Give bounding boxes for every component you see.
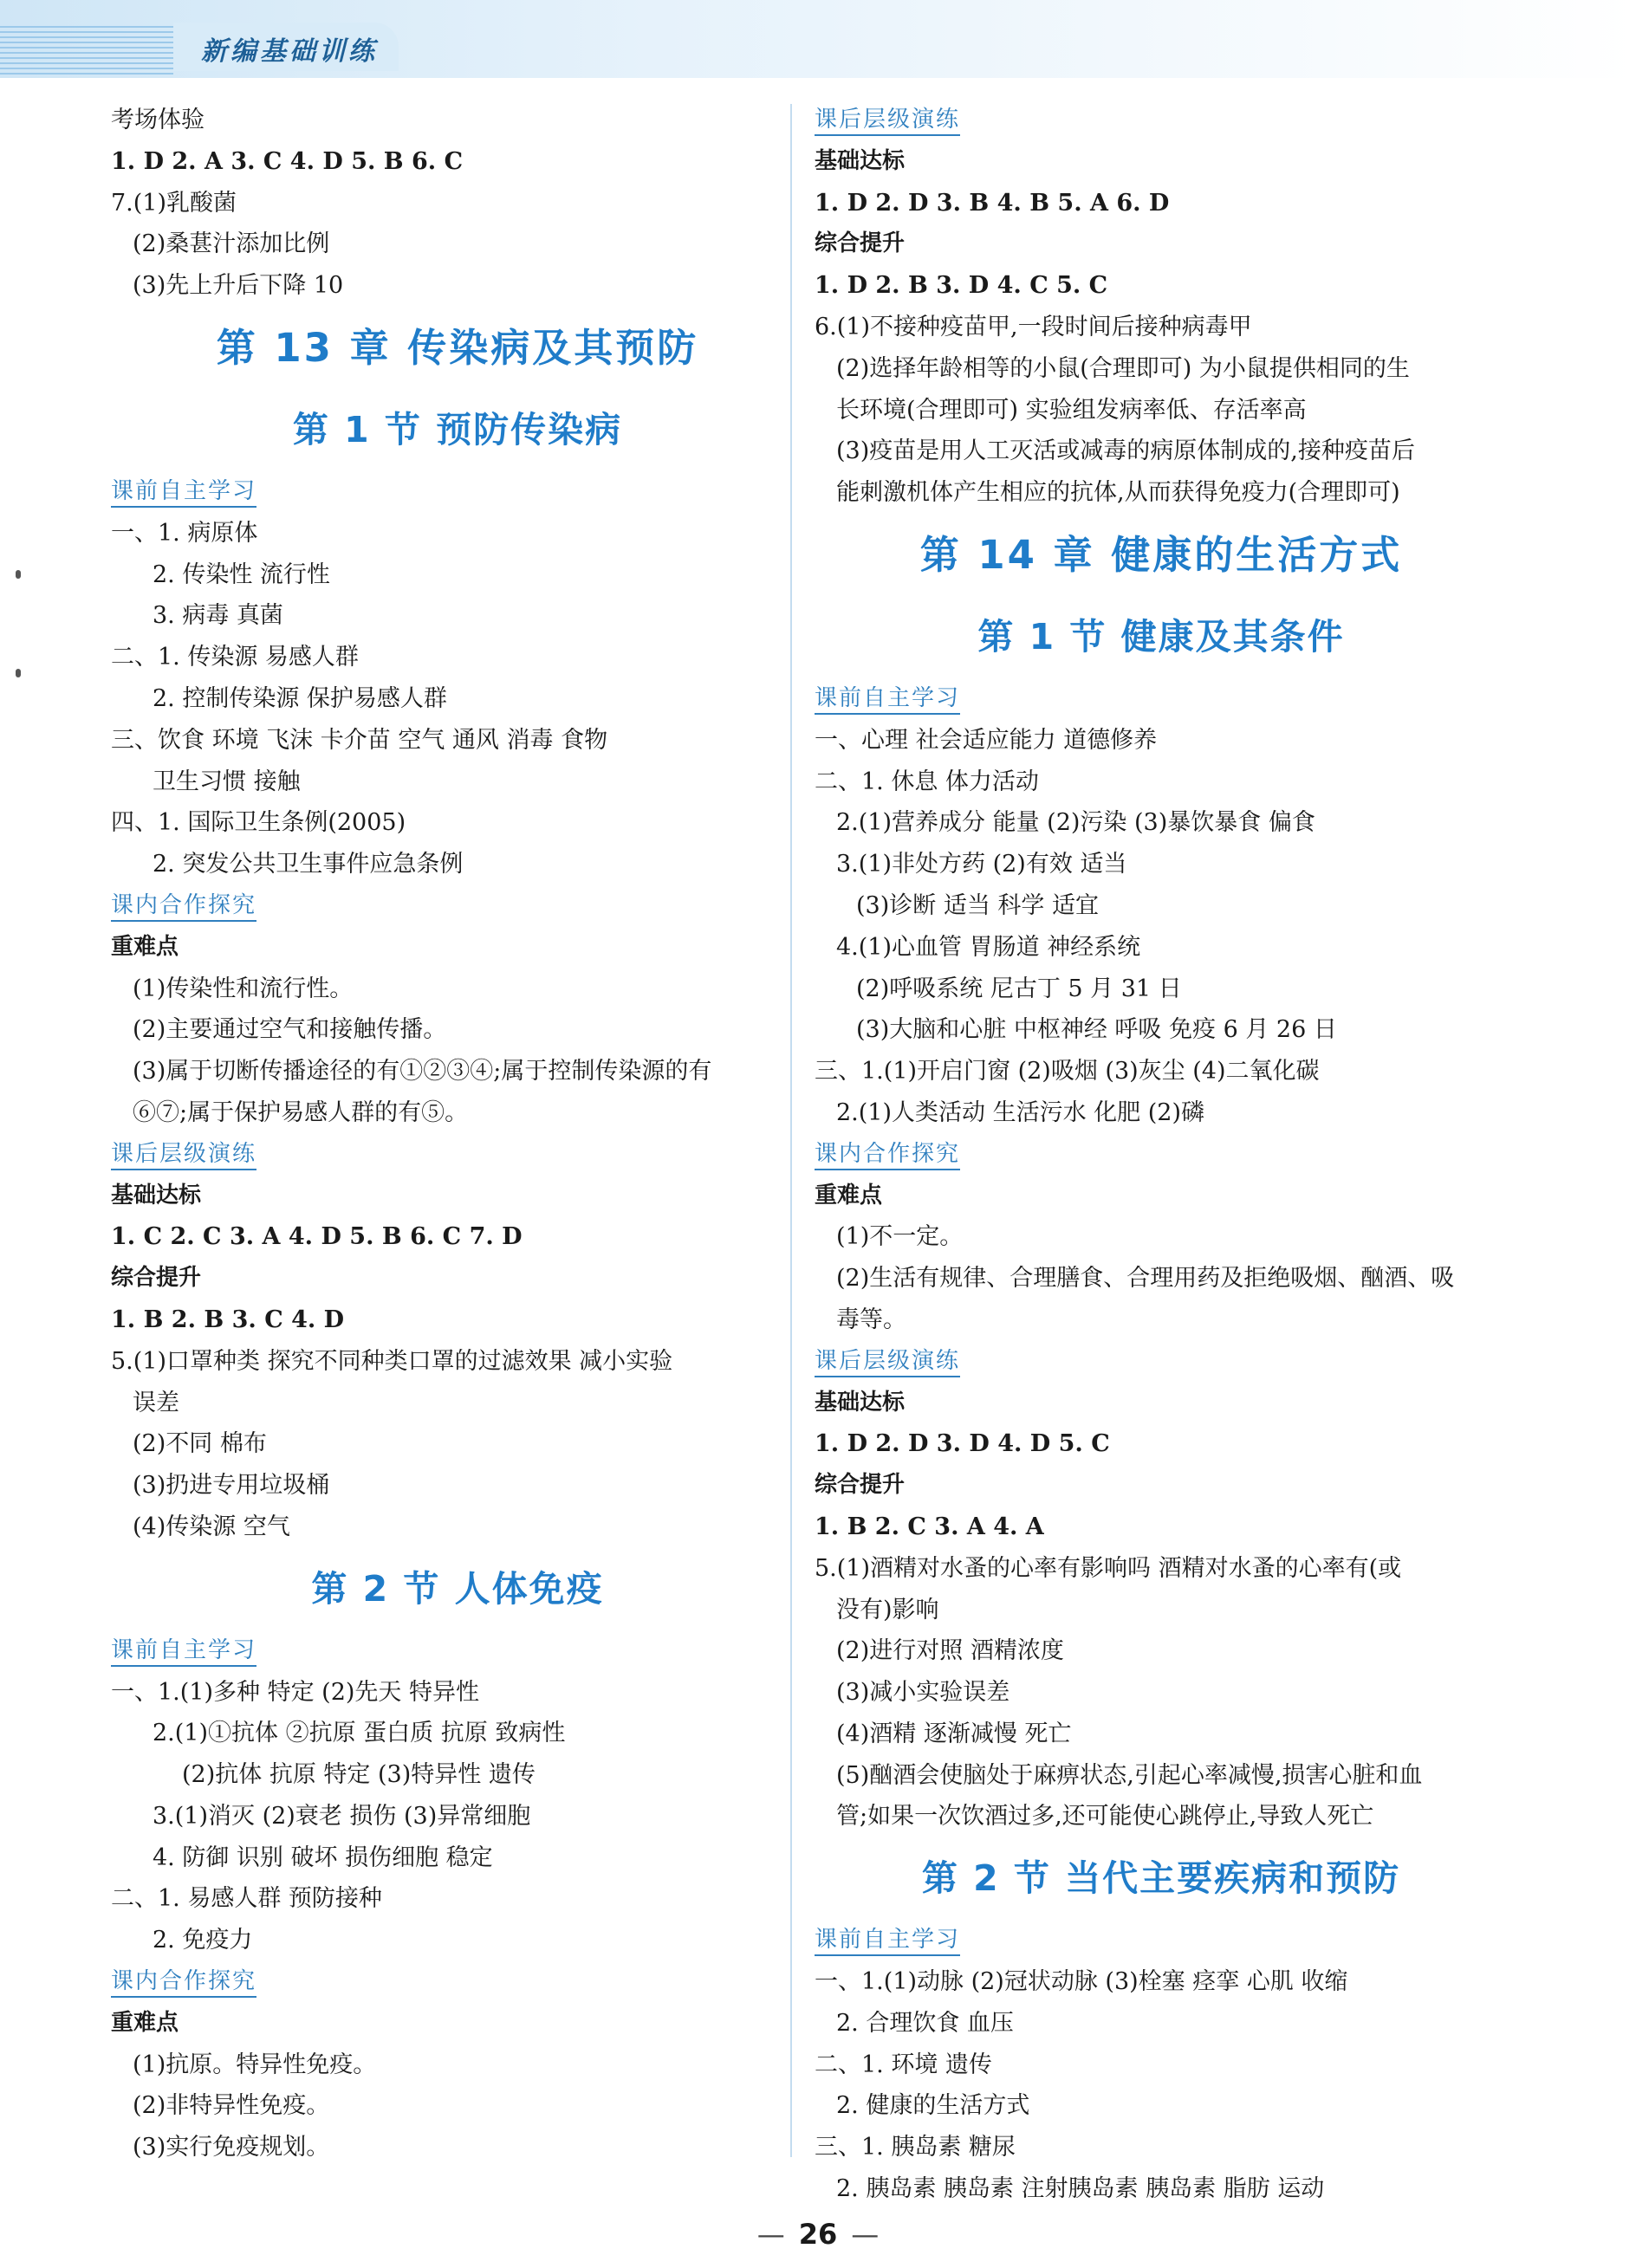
text-line: 2. 胰岛素 胰岛素 注射胰岛素 胰岛素 脂肪 运动 (836, 2175, 1325, 2203)
chapter-heading: 第 13 章 传染病及其预防 (216, 324, 699, 371)
text-line: 2. 健康的生活方式 (836, 2092, 1030, 2120)
subsection-label-text: 课前自主学习 (111, 1637, 256, 1667)
subsection-label-text: 课前自主学习 (111, 478, 256, 508)
text-line: 2.(1)①抗体 ②抗原 蛋白质 抗原 致病性 (153, 1720, 566, 1747)
category-label: 综合提升 (111, 1265, 202, 1292)
section-heading: 第 1 节 健康及其条件 (977, 615, 1345, 658)
text-line: 2. 传染性 流行性 (153, 561, 330, 588)
left-column (111, 100, 804, 2168)
text-line: 误差 (133, 1389, 179, 1416)
text-line: 2. 控制传染源 保护易感人群 (153, 684, 447, 712)
text-line: 一、1.(1)多种 特定 (2)先天 特异性 (111, 1678, 479, 1706)
text-line: 一、1. 病原体 (111, 519, 258, 547)
subsection-label (111, 471, 804, 513)
text-line: 一、1.(1)动脉 (2)冠状动脉 (3)栓塞 痉挛 心肌 收缩 (815, 1968, 1348, 1996)
subsection-label (111, 1961, 804, 2003)
text-line: (3)属于切断传播途径的有①②③④;属于控制传染源的有 (133, 1058, 712, 1085)
subsection-label (111, 885, 804, 927)
text-line: (2)桑葚汁添加比例 (133, 230, 330, 258)
subsection-label-text: 课前自主学习 (815, 685, 960, 715)
text-line: (3)扔进专用垃圾桶 (133, 1472, 330, 1500)
text-line: 3.(1)消灭 (2)衰老 损伤 (3)异常细胞 (153, 1802, 531, 1830)
text-line: (1)抗原。特异性免疫。 (133, 2051, 377, 2078)
right-column (815, 100, 1508, 2210)
category-label: 重难点 (815, 1182, 883, 1209)
category-label: 综合提升 (815, 1472, 906, 1499)
answer-line: 1. D 2. B 3. D 4. C 5. C (815, 272, 1108, 300)
text-line: (2)抗体 抗原 特定 (3)特异性 遗传 (182, 1761, 536, 1789)
header-bar (0, 0, 1636, 78)
text-line: (3)诊断 适当 科学 适宜 (856, 891, 1099, 919)
section-heading: 第 2 节 当代主要疾病和预防 (921, 1857, 1401, 1900)
text-line: (3)减小实验误差 (836, 1679, 1010, 1707)
subsection-label-text: 课后层级演练 (111, 1141, 256, 1170)
text-line: 管;如果一次饮酒过多,还可能使心跳停止,导致人死亡 (836, 1803, 1374, 1831)
header-title: 新编基础训练 (201, 36, 378, 67)
page-number: — 26 — (756, 2218, 880, 2251)
text-line: 三、饮食 环境 飞沫 卡介苗 空气 通风 消毒 食物 (111, 726, 608, 754)
subsection-label (815, 1920, 1508, 1961)
text-line: ⑥⑦;属于保护易感人群的有⑤。 (133, 1098, 469, 1126)
text-line: 能刺激机体产生相应的抗体,从而获得免疫力(合理即可) (836, 479, 1400, 507)
section-heading: 第 2 节 人体免疫 (311, 1567, 604, 1610)
text-line: 二、1. 传染源 易感人群 (111, 644, 359, 671)
text-line: 2.(1)营养成分 能量 (2)污染 (3)暴饮暴食 偏食 (836, 809, 1315, 837)
text-line: 5.(1)口罩种类 探究不同种类口罩的过滤效果 减小实验 (111, 1347, 673, 1375)
answer-line: 1. B 2. B 3. C 4. D (111, 1306, 345, 1333)
text-line: (5)酗酒会使脑处于麻痹状态,引起心率减慢,损害心脏和血 (836, 1761, 1423, 1789)
text-line: 四、1. 国际卫生条例(2005) (111, 809, 406, 837)
text-line: 2.(1)人类活动 生活污水 化肥 (2)磷 (836, 1098, 1204, 1126)
text-line: (1)不一定。 (836, 1223, 964, 1251)
subsection-label (111, 1134, 804, 1176)
subsection-label-text: 课内合作探究 (111, 892, 256, 922)
text-line: (2)进行对照 酒精浓度 (836, 1637, 1064, 1665)
text-line: 7.(1)乳酸菌 (111, 189, 237, 217)
text-line: 2. 突发公共卫生事件应急条例 (153, 851, 464, 878)
text-line: (3)大脑和心脏 中枢神经 呼吸 免疫 6 月 26 日 (856, 1016, 1337, 1044)
answer-line: 1. C 2. C 3. A 4. D 5. B 6. C 7. D (111, 1223, 523, 1251)
chapter-heading: 第 14 章 健康的生活方式 (919, 531, 1403, 578)
category-label: 基础达标 (815, 1389, 906, 1416)
text-line: 3. 病毒 真菌 (153, 602, 283, 630)
text-line: 4.(1)心血管 胃肠道 神经系统 (836, 933, 1141, 961)
category-label: 综合提升 (815, 230, 906, 257)
subsection-label-text: 课内合作探究 (815, 1141, 960, 1170)
text-line: 考场体验 (111, 107, 204, 133)
text-line: 一、心理 社会适应能力 道德修养 (815, 726, 1158, 754)
page-number-value: 26 (798, 2218, 838, 2251)
subsection-label-text: 课前自主学习 (815, 1927, 960, 1956)
text-line: 4. 防御 识别 破坏 损伤细胞 稳定 (153, 1844, 493, 1871)
text-line: (2)生活有规律、合理膳食、合理用药及拒绝吸烟、酗酒、吸 (836, 1265, 1455, 1293)
category-label: 重难点 (111, 933, 179, 960)
text-line: 毒等。 (836, 1306, 906, 1333)
margin-mark (16, 669, 21, 677)
margin-mark (16, 570, 21, 579)
category-label: 基础达标 (111, 1182, 202, 1209)
answer-line: 1. D 2. D 3. B 4. B 5. A 6. D (815, 189, 1170, 217)
answer-line: 1. B 2. C 3. A 4. A (815, 1513, 1044, 1540)
subsection-label (111, 1630, 804, 1672)
text-line: 2. 免疫力 (153, 1927, 253, 1954)
text-line: 二、1. 易感人群 预防接种 (111, 1885, 382, 1913)
text-line: 5.(1)酒精对水蚤的心率有影响吗 酒精对水蚤的心率有(或 (815, 1554, 1402, 1582)
text-line: 没有)影响 (836, 1596, 939, 1623)
text-line: (1)传染性和流行性。 (133, 975, 354, 1002)
subsection-label (815, 1134, 1508, 1176)
category-label: 重难点 (111, 2009, 179, 2036)
text-line: (3)实行免疫规划。 (133, 2134, 330, 2161)
text-line: 2. 合理饮食 血压 (836, 2009, 1014, 2037)
text-line: (4)酒精 逐渐减慢 死亡 (836, 1720, 1072, 1747)
text-line: (2)非特异性免疫。 (133, 2092, 330, 2120)
text-line: (2)选择年龄相等的小鼠(合理即可) 为小鼠提供相同的生 (836, 354, 1410, 382)
text-line: 三、1.(1)开启门窗 (2)吸烟 (3)灰尘 (4)二氧化碳 (815, 1058, 1320, 1085)
text-line: 卫生习惯 接触 (153, 768, 301, 795)
subsection-label (815, 1341, 1508, 1383)
subsection-label (815, 678, 1508, 720)
subsection-label-text: 课内合作探究 (111, 1968, 256, 1998)
text-line: (2)不同 棉布 (133, 1430, 267, 1458)
text-line: 二、1. 环境 遗传 (815, 2051, 992, 2078)
section-heading: 第 1 节 预防传染病 (292, 408, 623, 450)
text-line: 3.(1)非处方药 (2)有效 适当 (836, 851, 1127, 878)
subsection-label-text: 课后层级演练 (815, 1348, 960, 1377)
header-stripes (0, 26, 173, 78)
text-line: (3)先上升后下降 10 (133, 272, 344, 300)
text-line: (2)呼吸系统 尼古丁 5 月 31 日 (856, 975, 1182, 1002)
text-line: 二、1. 休息 体力活动 (815, 768, 1039, 795)
text-line: (2)主要通过空气和接触传播。 (133, 1016, 447, 1044)
subsection-label-text: 课后层级演练 (815, 107, 960, 136)
text-line: 长环境(合理即可) 实验组发病率低、存活率高 (836, 396, 1307, 424)
text-line: (4)传染源 空气 (133, 1513, 290, 1540)
text-line: 三、1. 胰岛素 糖尿 (815, 2134, 1016, 2161)
answer-line: 1. D 2. D 3. D 4. D 5. C (815, 1430, 1110, 1458)
answer-line: 1. D 2. A 3. C 4. D 5. B 6. C (111, 147, 464, 175)
text-line: (3)疫苗是用人工灭活或减毒的病原体制成的,接种疫苗后 (836, 437, 1415, 465)
subsection-label (815, 100, 1508, 141)
text-line: 6.(1)不接种疫苗甲,一段时间后接种病毒甲 (815, 313, 1252, 340)
category-label: 基础达标 (815, 147, 906, 174)
